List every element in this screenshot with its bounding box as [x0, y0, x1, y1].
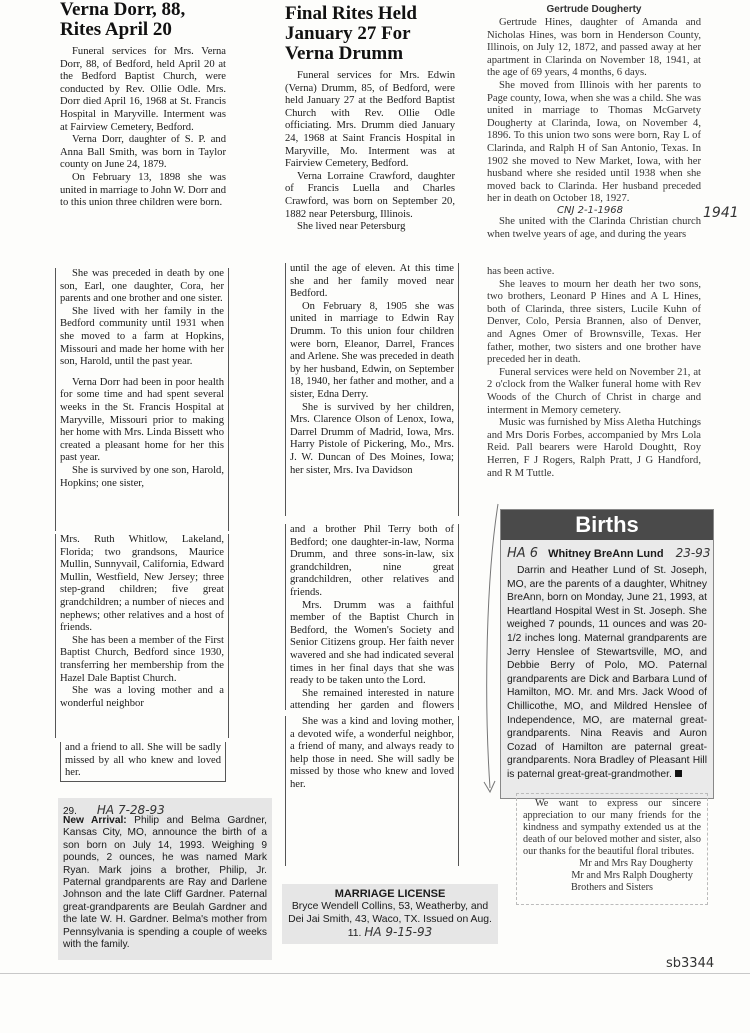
- verna-dorr-paragraph: and a friend to all. She will be sadly missed by all who knew and loved her.: [65, 742, 221, 779]
- marriage-license-title: MARRIAGE LICENSE: [334, 888, 446, 900]
- verna-drumm-headline: Final Rites Held January 27 For Verna Drumm: [285, 4, 417, 64]
- verna-drumm-paragraph: Verna Lorraine Crawford, daughter of Francis Luella and Charles Crawford, was born on September 20, 1882 near Petersburg, Illinois.: [285, 170, 455, 220]
- clipping-number: 29.: [63, 806, 77, 817]
- verna-dorr-clipping-low: [55, 534, 229, 738]
- pencil-arrow-icon: [478, 500, 508, 800]
- thanks-clipping: [516, 793, 708, 905]
- verna-dorr-paragraph: Verna Dorr had been in poor health for some time and had spent several weeks in the St. Francis Hospital at Maryville, Missouri prior to making her home with Mrs. Linda Bissett who created a pleasant home for her this past year.: [60, 376, 224, 464]
- verna-drumm-paragraph: She was a kind and loving mother, a devoted wife, a wonderful neighbor, a friend of many, and always ready to help those in need. She will sadly be missed by those who knew and loved her.: [290, 716, 454, 790]
- verna-dorr-paragraph: Funeral services for Mrs. Verna Dorr, 88, of Bedford, held April 20 at the Bedford Baptist Church, were conducted by Rev. Ollie Odle. Mrs. Dorr died April 16, 1968 at St. Francis Hospital in Maryville. Interment was at Fairview Cemetery, Bedford.: [60, 46, 226, 133]
- verna-drumm-paragraph: She remained interested in nature attending her garden and flowers: [290, 687, 454, 710]
- verna-drumm-clipping-mid: [285, 263, 459, 516]
- gertrude-paragraph: Gertrude Hines, daughter of Amanda and Nicholas Hines, was born in Henderson County, Illinois, on July 12, 1872, and passed away at her apartment in Clarinda on November 18, 1941, at the age of 69 years, 4 months, 6 days.: [487, 17, 701, 79]
- gertrude-paragraph: She leaves to mourn her death her two sons, two brothers, Leonard P Hines and A L Hines, both of Clarinda, three sisters, Lucile Kuhn of Denver, Colo, Persia Brannen, also of Denver, and Agnes Omer of Brownsville, Texas. Her father, mother, two sisters and one brother have preceded her in death.: [487, 278, 701, 366]
- gertrude-clipping-bottom: [487, 266, 701, 502]
- birth-announcement-text: Darrin and Heather Lund of St. Joseph, MO, are the parents of a daughter, Whitney BreAnn, born on Monday, June 21, 1993, at Heartland Hospital West in St. Joseph. She weighed 7 pounds, 11 ounces and was 20-1/2 inches long. Maternal grandparents are Jerry Henslee of Stewartsville, MO, and Debbie Berry of Polo, MO. Paternal grandparents are Dick and Barbara Lund of Hamilton, MO. Mr. and Mrs. Jack Wood of Chillicothe, MO, and Mildred Henslee of Independence, MO, are maternal great-grandparents. Nina Reavis and Auron Cozad of Hamilton are paternal great-grandparents. Nora Bradley of Pleasant Hill is paternal great-great-grandmother.: [507, 565, 707, 780]
- handwritten-date-note: HA 9-15-93: [364, 925, 433, 940]
- verna-dorr-paragraph: On February 13, 1898 she was united in marriage to John W. Dorr and to this union three children were born.: [60, 171, 226, 209]
- birth-name: Whitney BreAnn Lund: [548, 548, 664, 560]
- verna-dorr-paragraph: She was a loving mother and a wonderful neighbor: [60, 685, 224, 709]
- verna-drumm-paragraph: She is survived by her children, Mrs. Clarence Olson of Lenox, Iowa, Darrel Drumm of Madrid, Iowa, Mrs. Harry Pistole of Pickering, Mo., Mrs. J. W. Duncan of Des Moines, Iowa; her sister, Mrs. Iva Davidson: [290, 401, 454, 476]
- verna-drumm-clipping-end: [285, 716, 459, 866]
- births-clipping: [500, 509, 714, 799]
- verna-dorr-paragraph: She lived with her family in the Bedford community until 1931 when she moved to a farm at Hopkins, Missouri and made her home with her son, Harold, until the past year.: [60, 305, 224, 368]
- gertrude-headline: Gertrude Dougherty: [546, 4, 642, 15]
- verna-drumm-paragraph: Mrs. Drumm was a faithful member of the Baptist Church in Bedford, the Women's Society and Senior Citizens group. Her faith never wavered and she had indicated several times in her final days that she was ready to be taken unto the Lord.: [290, 599, 454, 687]
- thanks-body: We want to express our sincere appreciation to our many friends for the kindness and sympathy extended us at the death of our beloved mother and sister, also our thanks for the beautiful floral tributes.: [523, 798, 701, 857]
- gertrude-paragraph: She moved from Illinois with her parents to Page county, Iowa, when she was a child. She was united in marriage to Thomas McGarvety Dougherty at Clarinda, Iowa, on November 4, 1896. To this union two sons were born, Ray L of Clarinda, and Ralph H of San Antonio, Texas. In 1902 she moved to New Market, Iowa, with her husband where she resided until 1938 when she moved back to Clarinda. Her husband preceded her in death on October 18, 1927.: [487, 79, 701, 205]
- page-code: sb3344: [666, 956, 715, 971]
- verna-dorr-clipping-end: [60, 742, 226, 782]
- verna-drumm-paragraph: and a brother Phil Terry both of Bedford; one daughter-in-law, Norma Drumm, and three sons-in-law, six grandchildren, nine great grandchildren, other relatives and friends.: [290, 524, 454, 598]
- marriage-license-text: [288, 901, 492, 941]
- verna-dorr-paragraph: She has been a member of the First Baptist Church, Bedford since 1930, transferring her membership from the Hazel Dale Baptist Church.: [60, 634, 224, 684]
- birth-announcement-body: [507, 564, 707, 782]
- verna-dorr-paragraph: Mrs. Ruth Whitlow, Lakeland, Florida; two grandsons, Maurice Mullin, Sunnyvail, California, Edward Mullin, Westfield, New Jersey; three step-grand children; five great grandchildren; a number of nieces and nephews; other relatives and a host of friends.: [60, 534, 224, 634]
- handwritten-date-note: CNJ 2-1-1968: [557, 204, 623, 216]
- verna-drumm-paragraph: until the age of eleven. At this time she and her family moved near Bedford.: [290, 263, 454, 300]
- verna-drumm-clipping-top: [285, 4, 455, 262]
- gertrude-paragraph: has been active.: [487, 266, 555, 277]
- verna-drumm-clipping-low: [285, 524, 459, 710]
- thanks-signature: Mr and Mrs Ralph Dougherty: [571, 870, 693, 881]
- gertrude-paragraph: Funeral services were held on November 21, at 2 o'clock from the Walker funeral home with Rev Woods of the Church of Christ in charge and interment in Memory cemetery.: [487, 366, 701, 416]
- end-square-icon: [675, 770, 682, 777]
- verna-dorr-paragraph: She is survived by one son, Harold, Hopkins; one sister,: [60, 464, 224, 489]
- handwritten-year-note: 1941: [703, 205, 739, 221]
- verna-drumm-paragraph: On February 8, 1905 she was united in marriage to Edwin Ray Drumm. To this union four children were born, Eleanor, Darrel, Frances and Arlene. She was preceded in death by her husband, Edwin, on September 18, 1940, her father and mother, and a sister, Edna Derry.: [290, 300, 454, 400]
- new-arrival-title: New Arrival:: [63, 815, 127, 826]
- handwritten-note: HA 6: [507, 546, 539, 561]
- new-arrival-text: [63, 815, 267, 951]
- gertrude-paragraph: Music was furnished by Miss Aletha Hutchings and Mrs Doris Forbes, accompanied by Mrs Lola Reid. Pall bearers were Harold Doughtt, Roy Herren, F J Rogers, Ralph Pratt, J G Handford, and R M Tuttle.: [487, 417, 701, 479]
- new-arrival-body: Philip and Belma Gardner, Kansas City, MO, announce the birth of a son born on July 14, 1993. Weighing 9 pounds, 2 ounces, he was named Mark Ryan. Mark joins a brother, Philip, Jr. Paternal grandparents are Ray and Darlene Johnson and the late Cliff Gardner. Paternal great-grandparents are Beulah Gardner and the late W. H. Gardner. Belma's mother from Pennsylvania is spending a couple of weeks with the family.: [63, 815, 267, 951]
- verna-dorr-clipping-top: [60, 0, 226, 262]
- handwritten-date-note: 23-93: [675, 546, 711, 560]
- verna-dorr-headline: Verna Dorr, 88, Rites April 20: [60, 0, 186, 40]
- thanks-signature: Mr and Mrs Ray Dougherty: [579, 858, 693, 869]
- births-header: Births: [501, 510, 713, 540]
- marriage-license-body: Bryce Wendell Collins, 53, Weatherby, and Dei Jai Smith, 43, Waco, TX. Issued on Aug. 11.: [288, 901, 492, 940]
- verna-dorr-paragraph: She was preceded in death by one son, Earl, one daughter, Cora, her parents and one brother and one sister.: [60, 268, 224, 305]
- handwritten-date-note: HA 7-28-93: [96, 803, 165, 817]
- verna-drumm-paragraph: Funeral services for Mrs. Edwin (Verna) Drumm, 85, of Bedford, were held January 27 at the Bedford Baptist Church with Rev. Ollie Odle officiating. Mrs. Drumm died January 24, 1968 at Saint Francis Hospital in Maryville, Mo. Interment was at Fairview Cemetery, Bedford.: [285, 70, 455, 170]
- verna-drumm-paragraph: She lived near Petersburg: [297, 221, 406, 233]
- page-edge-divider: [0, 973, 750, 974]
- thanks-signature: Brothers and Sisters: [570, 882, 654, 893]
- new-arrival-clipping: [58, 798, 272, 960]
- gertrude-paragraph: She united with the Clarinda Christian church when twelve years of age, and during the years: [487, 215, 701, 240]
- gertrude-clipping-top: [487, 4, 701, 266]
- marriage-license-clipping: [282, 884, 498, 944]
- verna-dorr-clipping-mid: [55, 268, 229, 531]
- verna-dorr-paragraph: Verna Dorr, daughter of S. P. and Anna Ball Smith, was born in Taylor county on June 24, 1879.: [60, 134, 226, 171]
